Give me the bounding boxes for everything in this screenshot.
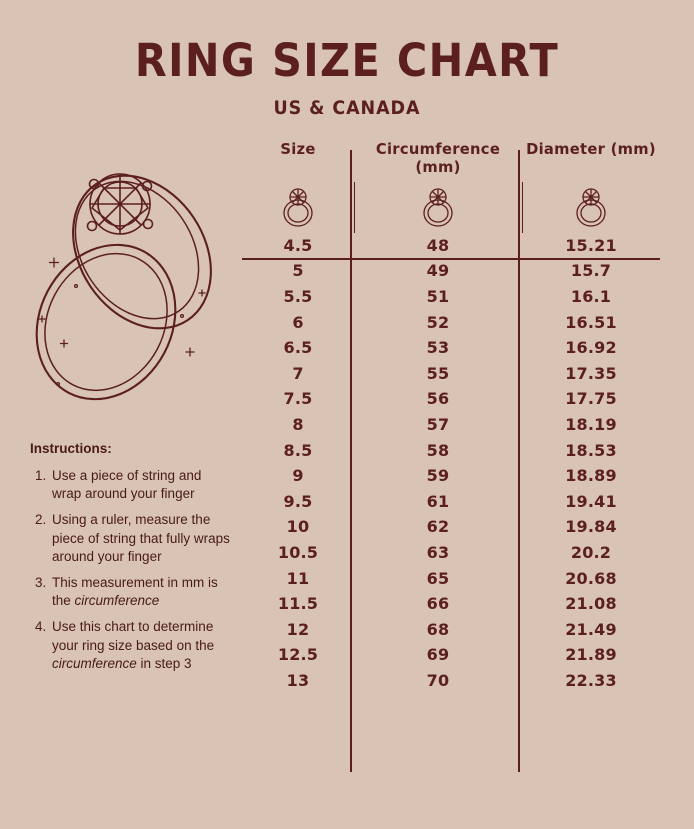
cell-size: 8.5 [283,440,313,460]
ring-size-table [242,140,660,693]
instructions-heading-text: Instructions [30,441,108,456]
cell-diameter: 18.89 [565,466,617,486]
table-row [242,514,660,540]
cell-diameter: 16.1 [570,287,612,307]
cell-diameter: 16.92 [565,338,617,358]
cell-size: 5.5 [283,287,313,307]
column-header-circumference: Circumference (mm) [375,140,501,176]
cell-size: 6.5 [283,338,313,358]
cell-size: 8 [292,415,304,435]
cell-circumference: 51 [426,287,450,307]
list-item [50,574,230,611]
table-row [242,591,660,617]
cell-circumference: 66 [426,594,450,614]
table-row [242,284,660,310]
ring-icon-cell [522,182,660,233]
cell-size: 11.5 [277,594,319,614]
ring-icon [568,185,614,229]
cell-diameter: 21.49 [565,619,617,639]
cell-size: 7 [292,363,304,383]
cell-size: 12.5 [277,645,319,665]
cell-diameter: 16.51 [565,312,617,332]
instructions-block [30,440,230,681]
table-row [242,335,660,361]
table-row [242,412,660,438]
cell-circumference: 68 [426,619,450,639]
cell-size: 6 [292,312,304,332]
table-row [242,437,660,463]
cell-size: 5 [292,261,304,281]
table-row [242,361,660,387]
content-area [0,140,694,829]
step-text: Use a piece of string and wrap around your finger [52,467,202,502]
cell-circumference: 53 [426,338,450,358]
cell-circumference: 55 [426,363,450,383]
cell-size: 10.5 [277,543,319,563]
cell-size: 13 [286,670,310,690]
cell-diameter: 19.84 [565,517,617,537]
column-header-diameter: Diameter (mm) [526,140,656,158]
table-row [242,617,660,643]
cell-size: 11 [286,568,310,588]
cell-diameter: 15.7 [570,261,612,281]
cell-circumference: 70 [426,670,450,690]
left-column [0,140,238,829]
cell-diameter: 19.41 [565,491,617,511]
list-item [50,467,230,504]
cell-circumference: 56 [426,389,450,409]
cell-size: 4.5 [283,235,313,255]
cell-size: 12 [286,619,310,639]
cell-circumference: 63 [426,543,450,563]
cell-size: 10 [286,517,310,537]
table-row [242,386,660,412]
cell-diameter: 17.75 [565,389,617,409]
cell-diameter: 18.53 [565,440,617,460]
cell-diameter: 15.21 [565,235,617,255]
column-divider-2 [518,150,520,772]
page-title: RING SIZE CHART [134,34,560,87]
cell-circumference: 48 [426,235,450,255]
size-table-wrapper [238,140,694,829]
column-header-size: Size [280,140,316,158]
table-row [242,309,660,335]
table-row [242,489,660,515]
list-item [50,511,230,567]
cell-circumference: 62 [426,517,450,537]
instructions-heading [30,440,230,459]
step-text: Use this chart to determine your ring size based on the [52,619,215,653]
ring-icon [415,185,461,229]
list-item [50,618,230,674]
cell-size: 9 [292,466,304,486]
instructions-list [30,467,230,674]
table-row [242,668,660,694]
cell-diameter: 21.08 [565,594,617,614]
cell-diameter: 17.35 [565,363,617,383]
cell-circumference: 69 [426,645,450,665]
step-text-after: in step 3 [136,656,192,672]
instructions-heading-colon: : [107,441,112,456]
cell-circumference: 58 [426,440,450,460]
cell-diameter: 21.89 [565,645,617,665]
cell-diameter: 18.19 [565,415,617,435]
cell-circumference: 49 [426,261,450,281]
step-emphasis: circumference [52,656,137,672]
ring-icon [275,185,321,229]
cell-size: 7.5 [283,389,313,409]
ring-icon-cell [242,182,354,233]
cell-circumference: 61 [426,491,450,511]
table-row [242,540,660,566]
two-interlocked-rings-drawing [14,140,238,430]
step-text: This measurement in mm is the [52,574,218,609]
table-header-row [242,140,660,182]
column-divider-1 [350,150,352,772]
table-row [242,258,660,284]
step-text: Using a ruler, measure the piece of string that fully wraps around your finger [52,511,230,565]
cell-circumference: 52 [426,312,450,332]
cell-diameter: 20.2 [570,543,612,563]
table-head [242,140,660,233]
step-emphasis: circumference [74,593,160,609]
cell-circumference: 59 [426,466,450,486]
page-subtitle: US & CANADA [273,97,421,119]
header-divider [242,258,660,260]
cell-diameter: 22.33 [565,670,617,690]
ring-icon-cell [354,182,522,233]
cell-size: 9.5 [283,491,313,511]
table-row [242,463,660,489]
table-body [242,233,660,694]
table-row [242,565,660,591]
table-row [242,233,660,259]
cell-circumference: 57 [426,415,450,435]
cell-diameter: 20.68 [565,568,617,588]
table-header-icon-row [242,182,660,233]
cell-circumference: 65 [426,568,450,588]
table-row [242,642,660,668]
